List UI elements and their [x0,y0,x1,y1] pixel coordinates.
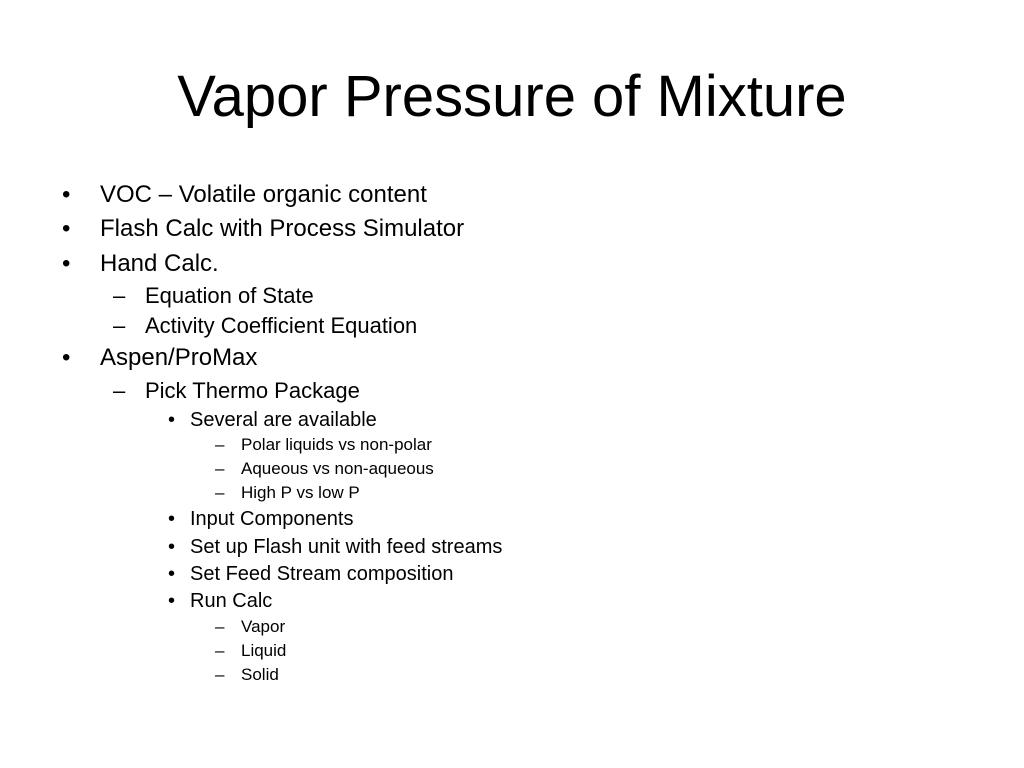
bullet-marker: • [168,536,176,558]
sub-sub-bullet-text: Set up Flash unit with feed streams [190,536,503,558]
sub-sub-bullet-text: Several are available [190,409,377,431]
sub-bullet-text: Pick Thermo Package [145,378,360,403]
detail-text: Vapor [241,617,286,636]
dash-marker: – [113,283,126,308]
detail-text: Aqueous vs non-aqueous [241,459,434,478]
dash-marker: – [215,435,225,454]
bullet-text: Hand Calc. [100,250,219,277]
detail-text: High P vs low P [241,483,360,502]
dash-marker: – [113,313,126,338]
dash-marker: – [215,483,225,502]
sub-bullet-text: Equation of State [145,283,314,308]
sub-bullet-text: Activity Coefficient Equation [145,313,418,338]
bullet-marker: • [168,590,176,612]
dash-marker: – [215,665,225,684]
dash-marker: – [215,641,225,660]
bullet-marker: • [168,409,176,431]
dash-marker: – [215,459,225,478]
bullet-text: VOC – Volatile organic content [100,181,427,208]
sub-sub-bullet-text: Input Components [190,508,354,530]
detail-text: Solid [241,665,279,684]
dash-marker: – [215,617,225,636]
bullet-marker: • [168,563,176,585]
bullet-marker: • [168,508,176,530]
bullet-marker: • [62,344,71,371]
bullet-marker: • [62,181,71,208]
bullet-text: Aspen/ProMax [100,344,258,371]
detail-text: Polar liquids vs non-polar [241,435,432,454]
slide-title: Vapor Pressure of Mixture [177,64,847,129]
detail-text: Liquid [241,641,287,660]
bullet-marker: • [62,215,71,242]
bullet-marker: • [62,250,71,277]
bullet-text: Flash Calc with Process Simulator [100,215,465,242]
sub-sub-bullet-text: Run Calc [190,590,273,612]
sub-sub-bullet-text: Set Feed Stream composition [190,563,454,585]
dash-marker: – [113,378,126,403]
